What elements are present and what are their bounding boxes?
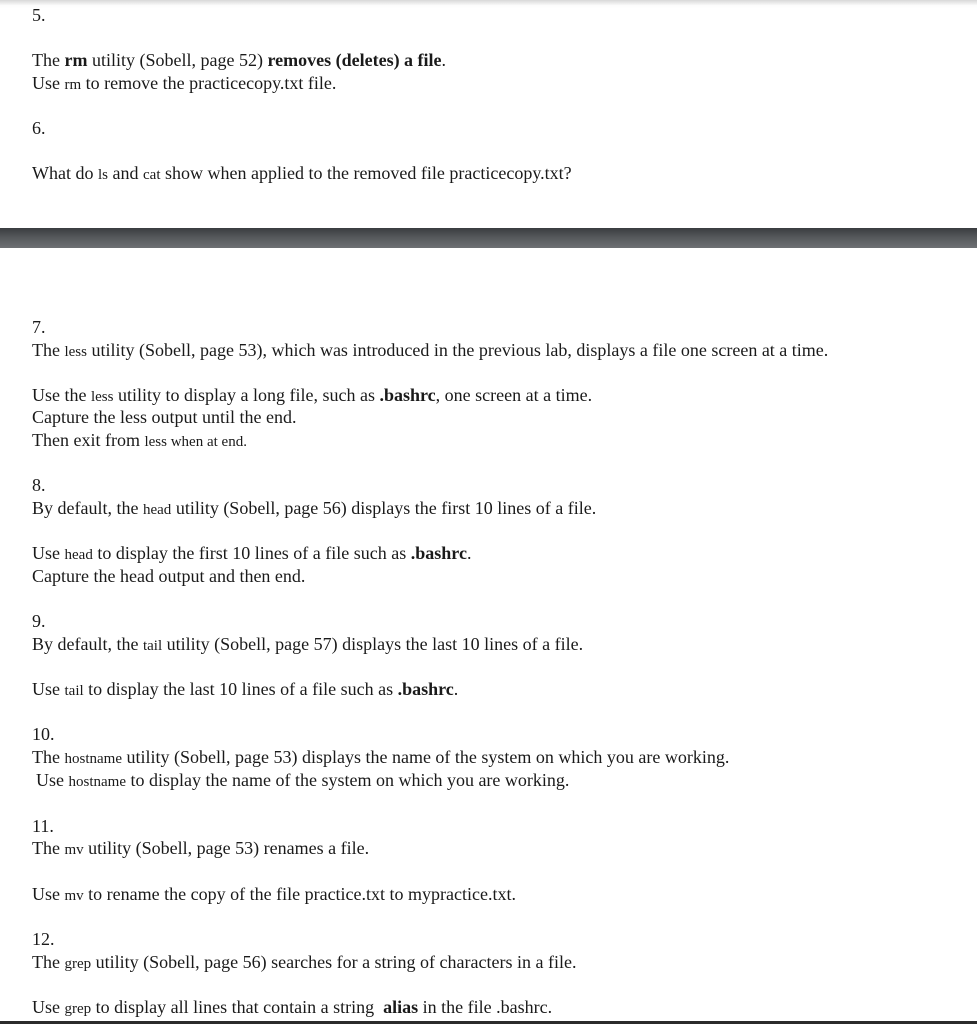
q12-number: 12. — [32, 929, 55, 949]
cmd-less: less — [64, 344, 87, 360]
cmd-rm: rm — [64, 50, 88, 70]
bold-text: .bashrc — [410, 543, 467, 563]
q11-number: 11. — [32, 816, 54, 836]
text: utility (Sobell, page 53) renames a file. — [83, 838, 370, 858]
cmd-mv: mv — [64, 842, 84, 858]
text: The — [32, 952, 65, 972]
page-top-shade — [0, 0, 977, 228]
text: Then exit from — [32, 430, 145, 450]
text: By default, the — [32, 634, 143, 654]
text: The — [32, 340, 65, 360]
q12-line-2 — [32, 996, 552, 1021]
cmd-hostname: hostname — [68, 774, 126, 790]
q8-line-2 — [32, 542, 471, 567]
text: What do — [32, 163, 98, 183]
page-divider — [0, 228, 977, 248]
text: The — [32, 50, 65, 70]
q9-number: 9. — [32, 611, 46, 631]
bold-text: removes (deletes) a file — [267, 50, 442, 70]
q10-number: 10. — [32, 724, 55, 744]
text: and — [108, 163, 143, 183]
text: Use — [32, 543, 65, 563]
bold-text: .bashrc — [379, 385, 436, 405]
cmd-hostname: hostname — [64, 751, 122, 767]
text: to rename the copy of the file practice.txt to mypractice.txt. — [83, 884, 516, 904]
q7-number: 7. — [32, 317, 46, 337]
text: utility to display a long file, such as — [113, 385, 380, 405]
cmd-ls: ls — [97, 167, 108, 183]
text: Use — [32, 884, 65, 904]
q7-line-1 — [32, 339, 828, 364]
text: to display the name of the system on which you are working. — [126, 770, 570, 790]
text: in the file .bashrc. — [418, 997, 553, 1017]
text: utility (Sobell, page 52) — [87, 50, 268, 70]
text: The — [32, 838, 65, 858]
text: Use — [32, 73, 65, 93]
text: . — [453, 679, 459, 699]
text: to display all lines that contain a string — [91, 997, 384, 1017]
bold-text: .bashrc — [397, 679, 454, 699]
q8-line-3: Capture the head output and then end. — [32, 566, 306, 586]
cmd-less: less — [90, 389, 114, 405]
text: to display the first 10 lines of a file such as — [92, 543, 411, 563]
q5-line-1 — [32, 49, 446, 72]
cmd-tail: tail — [64, 683, 84, 699]
text: to display the last 10 lines of a file such as — [83, 679, 398, 699]
q7-line-3: Capture the less output until the end. — [32, 407, 297, 427]
q6-line-1 — [32, 162, 572, 187]
q11-line-2 — [32, 883, 516, 908]
cmd-mv: mv — [64, 888, 84, 904]
text: . — [466, 543, 472, 563]
text: . — [441, 50, 447, 70]
q8-number: 8. — [32, 475, 46, 495]
cmd-rm: rm — [64, 77, 82, 93]
text: utility (Sobell, page 56) searches for a string of characters in a file. — [91, 952, 577, 972]
q6-number: 6. — [32, 118, 46, 138]
text: Use — [36, 770, 69, 790]
q10-line-2 — [36, 769, 569, 794]
text: Use — [32, 997, 65, 1017]
cmd-head: head — [64, 547, 93, 563]
text: utility (Sobell, page 53), which was introduced in the previous lab, displays a file one screen at a time. — [86, 340, 829, 360]
cmd-head: head — [142, 502, 172, 518]
cmd-tail: tail — [142, 638, 163, 654]
cmd-grep: grep — [64, 1001, 92, 1017]
q11-line-1 — [32, 837, 369, 862]
cmd-grep: grep — [64, 956, 92, 972]
q9-line-1 — [32, 633, 583, 658]
text: utility (Sobell, page 53) displays the name of the system on which you are working. — [121, 747, 730, 767]
text: Use the — [32, 385, 91, 405]
text: , one screen at a time. — [435, 385, 593, 405]
text: utility (Sobell, page 56) displays the first 10 lines of a file. — [171, 498, 597, 518]
q7-line-4 — [32, 429, 247, 454]
top-edge — [0, 0, 977, 6]
bold-text: alias — [383, 997, 419, 1017]
q9-line-2 — [32, 678, 458, 703]
q12-line-1 — [32, 951, 576, 976]
text: utility (Sobell, page 57) displays the last 10 lines of a file. — [162, 634, 584, 654]
q10-line-1 — [32, 746, 729, 771]
cmd-cat: cat — [143, 167, 161, 183]
text: By default, the — [32, 498, 143, 518]
q5-number: 5. — [32, 5, 46, 25]
text: The — [32, 747, 65, 767]
text: Use — [32, 679, 65, 699]
cmd-less: less when at end. — [144, 434, 247, 450]
text: show when applied to the removed file practicecopy.txt? — [160, 163, 572, 183]
q8-line-1 — [32, 497, 596, 522]
q5-line-2 — [32, 72, 336, 97]
text: to remove the practicecopy.txt file. — [81, 73, 337, 93]
